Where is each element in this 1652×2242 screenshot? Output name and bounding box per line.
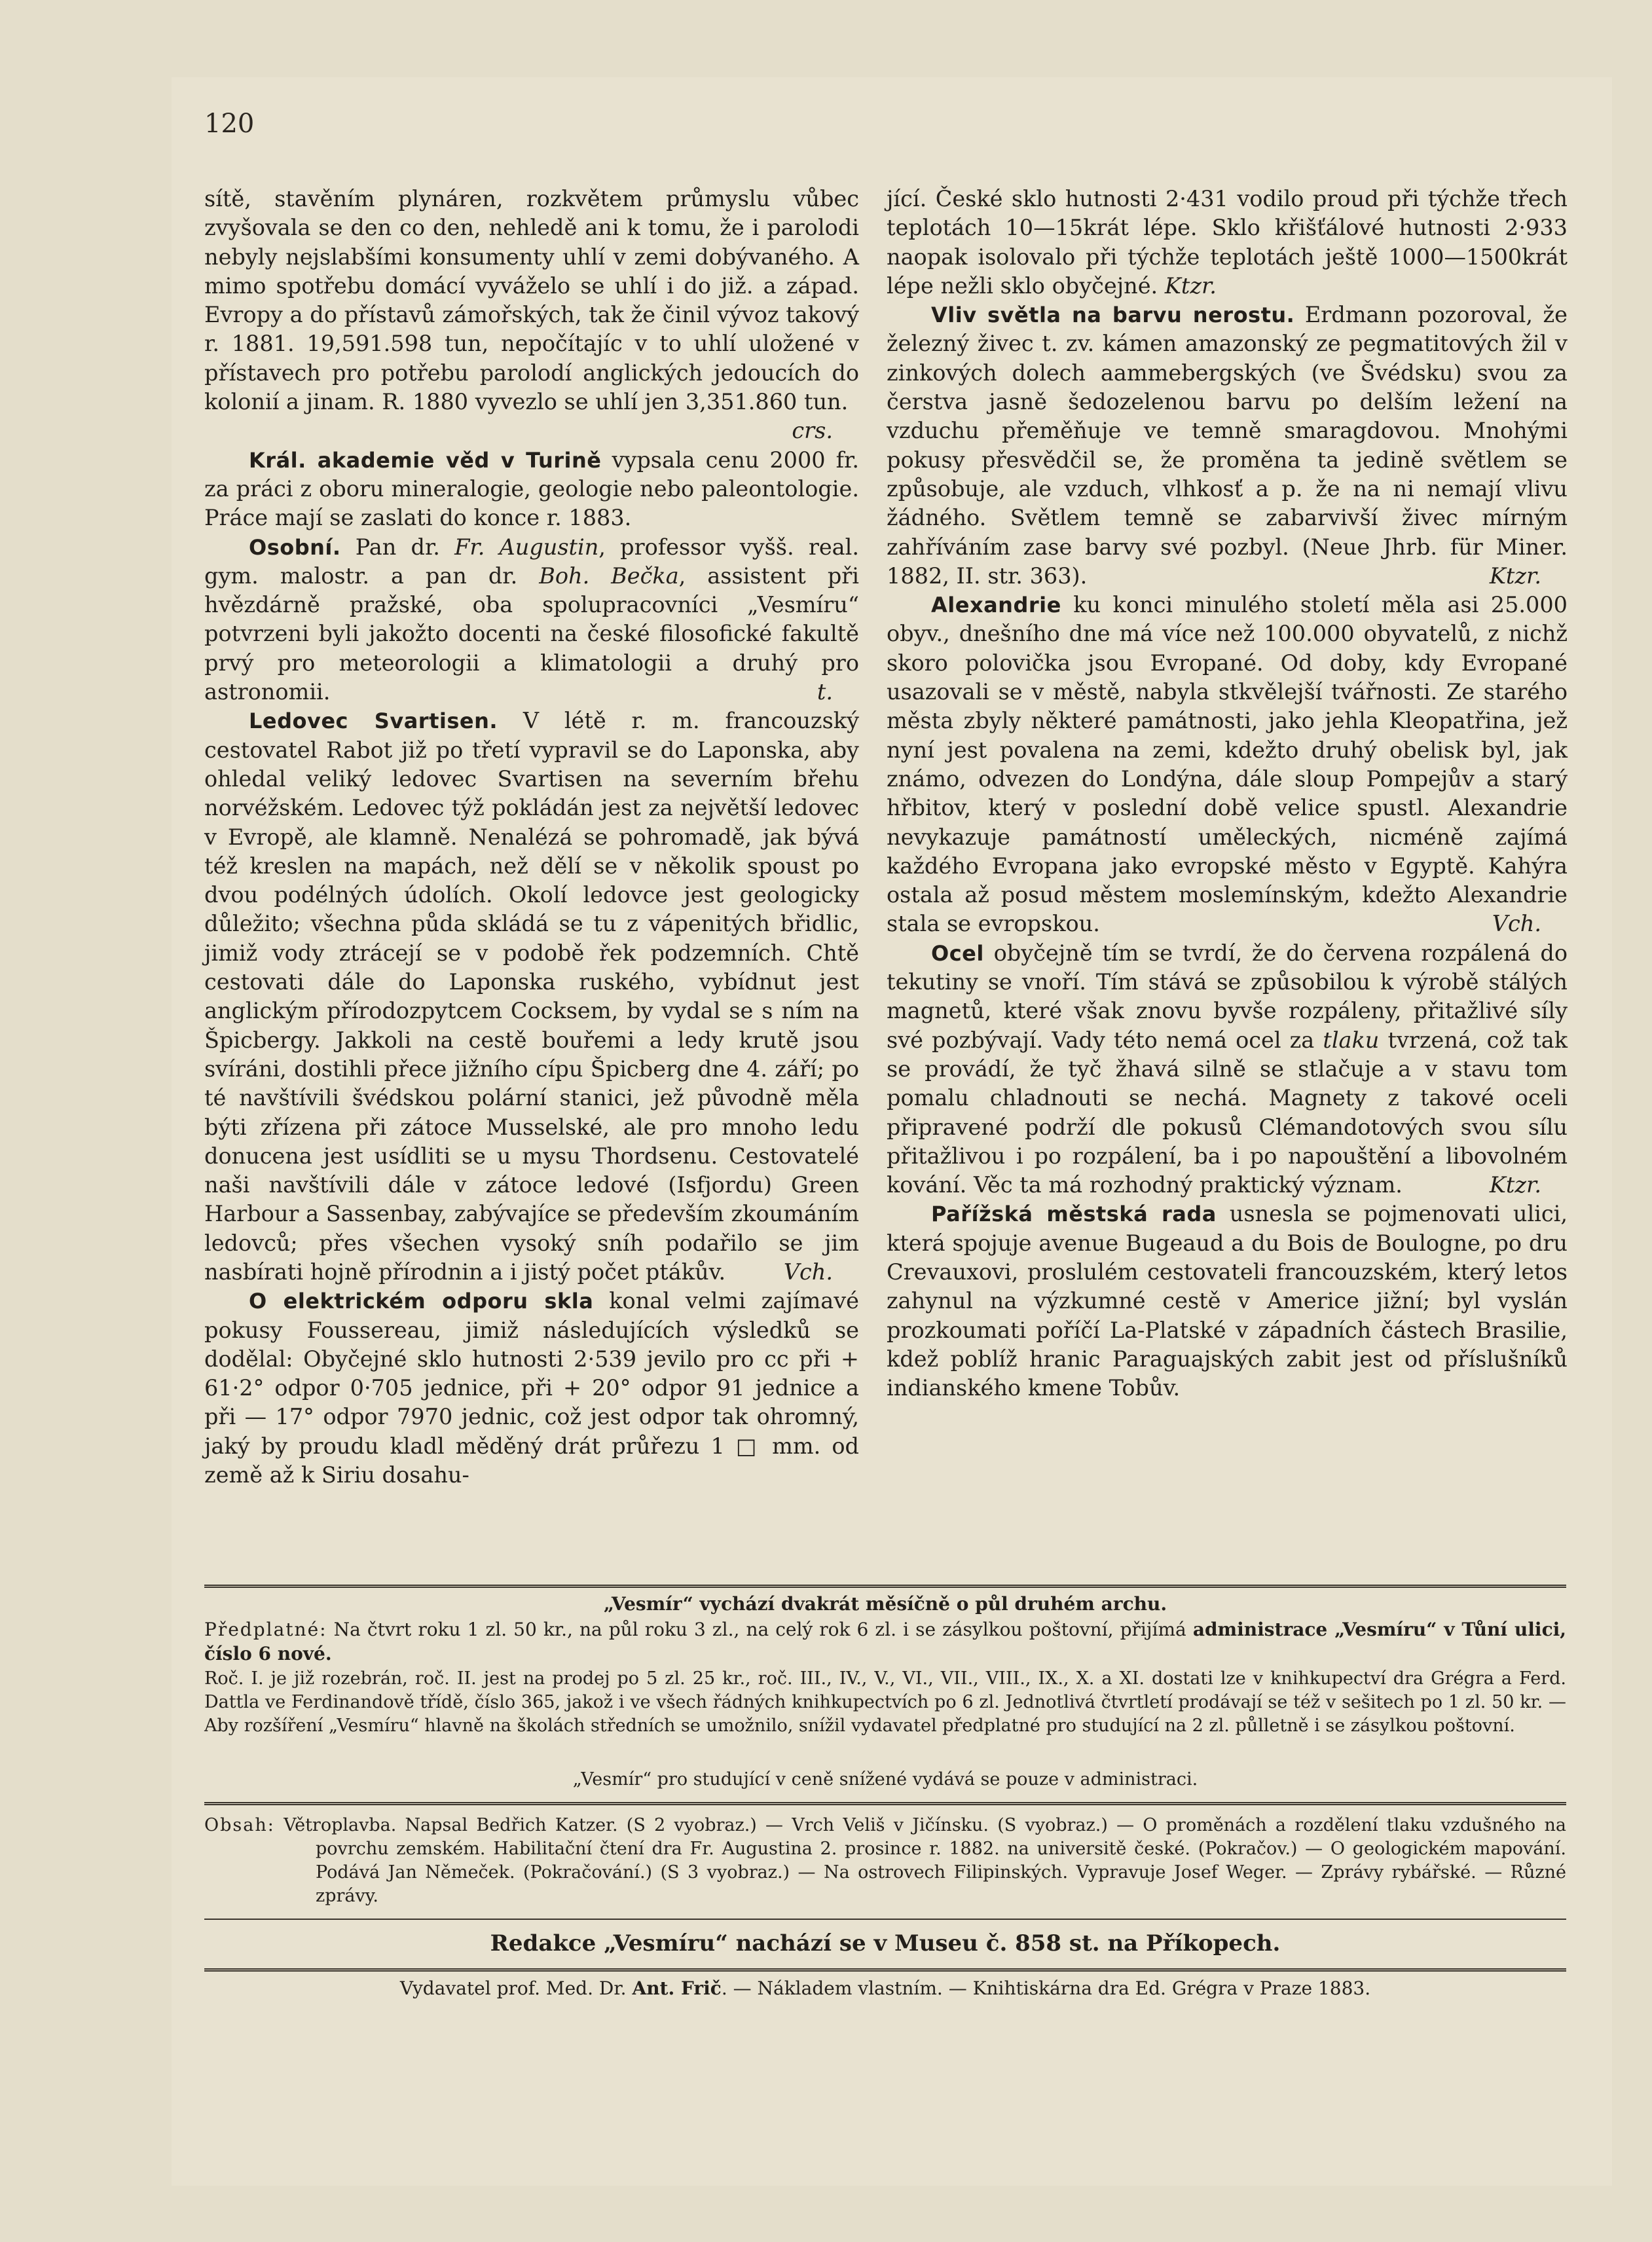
left-column bbox=[204, 185, 859, 1490]
footer-subscription: Předplatné: Na čtvrt roku 1 zl. 50 kr., na půl roku 3 zl., na celý rok 6 zl. i se zásylkou poštovní, přijímá administrace „Vesmíru“ v Tůní ulici, číslo 6 nové. bbox=[204, 1619, 1567, 1664]
signature: crs. bbox=[792, 418, 833, 444]
divider bbox=[204, 1585, 1566, 1588]
paragraph: jící. České sklo hutnosti 2·431 vodilo proud při týchže třech teplotách 10—15krát lépe. Sklo křišťálové hutnosti 2·933 naopak isolovalo při týchže teplotách ještě 1000—1500krát lépe nežli sklo obyčejné. Ktzr. bbox=[887, 186, 1568, 299]
editorial-address: Redakce „Vesmíru“ nachází se v Museu č. 858 st. na Příkopech. bbox=[490, 1930, 1281, 1957]
article-heading: Ledovec Svartisen. bbox=[249, 708, 498, 734]
paragraph: Ledovec Svartisen. V létě r. m. francouzský cestovatel Rabot již po třetí vypravil se do Laponska, aby ohledal veliký ledovec Svartisen na severním břehu norvéžském. Ledovec týž pokládán jest za největší ledovec v Evropě, ale klamně. Nenalézá se pohromadě, jak bývá též kreslen na mapách, než dělí se v několik spoust po dvou podélných údolích. Okolí ledovce jest geologicky důležito; všechna půda skládá se tu z vápenitých břidlic, jimiž vody ztrácejí se v podobě řek podzemních. Chtě cestovati dále do Laponska ruského, vybídnut jest anglickým přírodozpytcem Cocksem, by vydal se s ním na Špicbergy. Jakkoli na cestě bouřemi a ledy krutě jsou svíráni, dostihli přece jižního cípu Špicberg dne 4. září; po té navštívili švédskou polární stanici, jež původně měla býti zřízena při zátoce Musselské, ale pro mnoho ledu donucena jest usídliti se u mysu Thordsenu. Cestovatelé naši navštívili dále v zátoce ledové (Isfjordu) Green Harbour a Sassenbay, zabývajíce se především zkoumáním ledovců; přes všechen vysoký sníh podařilo se jim nasbírati hojně přírodnin a i jistý počet ptákův. Vch. bbox=[204, 707, 859, 1287]
paragraph: Pařížská městská rada usnesla se pojmenovati ulici, která spojuje avenue Bugeaud a du Bois de Boulogne, po dru Crevauxovi, proslulém cestovateli francouzském, který letos zahynul na výzkumné cestě v Americe jižní; byl vyslán prozkoumati poříčí La-Platské v západních částech Brasilie, kdež poblíž hranic Paraguajských zabit jest od příslušníků indianského kmene Tobův. bbox=[887, 1201, 1568, 1401]
paragraph: Alexandrie ku konci minulého století měla asi 25.000 obyv., dnešního dne má více než 100.000 obyvatelů, z nichž skoro polovička jsou Evropané. Od doby, kdy Evropané usazovali se v městě, nabyla stkvělejší tvářnosti. Ze starého města zbyly některé památnosti, jako jehla Kleopatřina, jež nyní jest povalena na zemi, kdežto druhý obelisk byl, jak známo, odvezen do Londýna, dále sloup Pompejův a starý hřbitov, který v poslední době velice spustl. Alexandrie nevykazuje památností uměleckých, nicméně zajímá každého Evropana jako evropské město v Egyptě. Kahýra ostala až posud městem moslemínským, kdežto Alexandrie stala se evropskou. Vch. bbox=[887, 591, 1568, 939]
article-heading: O elektrickém odporu skla bbox=[249, 1289, 594, 1314]
paragraph: Ocel obyčejně tím se tvrdí, že do červena rozpálená do tekutiny se vnoří. Tím stává se způsobilou k výrobě stálých magnetů, které však znovu byvše rozpáleny, přitažlivé síly své pozbývají. Vady této nemá ocel za tlaku tvrzená, což tak se provádí, že tyč žhavá silně se stlačuje a v stavu tom pomalu chladnouti se nechá. Magnety z takové oceli připravené podrží dle pokusů Clémandotových svou sílu přitažlivou i po rozpálení, ba i po napouštění a libovolném kování. Věc ta má rozhodný praktický význam. Ktzr. bbox=[887, 939, 1568, 1200]
paragraph: Král. akademie věd v Turině vypsala cenu 2000 fr. za práci z oboru mineralogie, geologie nebo paleontologie. Práce mají se zaslati do konce r. 1883. bbox=[204, 447, 859, 531]
signature: t. bbox=[817, 679, 833, 705]
article-heading: Král. akademie věd v Turině bbox=[249, 447, 602, 473]
right-column bbox=[887, 185, 1568, 1403]
publisher-line: Vydavatel prof. Med. Dr. Ant. Frič. — Nákladem vlastním. — Knihtiskárna dra Ed. Grégra v Praze 1883. bbox=[399, 1977, 1371, 1999]
signature: Ktzr. bbox=[1164, 272, 1217, 299]
paragraph: Osobní. Pan dr. Fr. Augustin, professor vyšš. real. gym. malostr. a pan dr. Boh. Bečka, assistent při hvězdárně pražské, oba spolupracovníci „Vesmíru“ potvrzeni byli jakožto docenti na české filosofické fakultě prvý pro meteorologii a klimatologii a druhý pro astronomii. t. bbox=[204, 533, 859, 707]
footer-students: „Vesmír“ pro studující v ceně snížené vydává se pouze v administraci. bbox=[572, 1769, 1198, 1790]
footer-issue-note: „Vesmír“ vychází dvakrát měsíčně o půl druhém archu. bbox=[603, 1593, 1167, 1615]
divider bbox=[204, 1968, 1566, 1972]
article-heading: Pařížská městská rada bbox=[931, 1202, 1217, 1227]
divider bbox=[204, 1802, 1566, 1805]
table-of-contents: Obsah: Větroplavba. Napsal Bedřich Katzer. (S 2 vyobraz.) — Vrch Veliš v Jičínsku. (S vyobraz.) — O proměnách a rozdělení tlaku vzdušného na povrchu zemském. Habilitační čtení dra Fr. Augustina 2. prosince r. 1882. na universitě české. (Pokračov.) — O geologickém mapování. Podává Jan Němeček. (Pokračování.) (S 3 vyobraz.) — Na ostrovech Filipinských. Vypravuje Josef Weger. — Zprávy rybářské. — Různé zprávy. bbox=[204, 1815, 1566, 1906]
signature: Vch. bbox=[783, 1259, 833, 1285]
article-heading: Osobní. bbox=[249, 534, 341, 560]
paragraph: sítě, stavěním plynáren, rozkvětem průmyslu vůbec zvyšovala se den co den, nehledě ani k tomu, že i parolodi nebyly nejslabšími konsumenty uhlí v zemi dobývaného. A mimo spotřebu domácí vyváželo se uhlí i do již. a západ. Evropy a do přístavů zámořských, tak že činil vývoz takový r. 1881. 19,591.598 tun, nepočítajíc v to uhlí uložené v přístavech pro potřebu parolodí anglických jedoucích do kolonií a jinam. R. 1880 vyvezlo se uhlí jen 3,351.860 tun. bbox=[204, 186, 859, 415]
article-heading: Alexandrie bbox=[931, 593, 1061, 618]
page-number: 120 bbox=[204, 109, 255, 139]
article-heading: Vliv světla na barvu nerostu. bbox=[931, 303, 1295, 328]
footer-volumes: Roč. I. je již rozebrán, roč. II. jest na prodej po 5 zl. 25 kr., roč. III., IV., V., VI., VII., VIII., IX., X. a XI. dostati lze v knihkupectví dra Grégra a Ferd. Dattla ve Ferdinandově třídě, číslo 365, jakož i ve všech řádných knihkupectvích po 6 zl. Jednotlivá čtvrtletí prodávají se též v sešitech po 1 zl. 50 kr. — Aby rozšíření „Vesmíru“ hlavně na školách středních se umožnilo, snížil vydavatel předplatné pro studující na 2 zl. půlletně i se zásylkou poštovní. bbox=[204, 1668, 1566, 1736]
paragraph: Vliv světla na barvu nerostu. Erdmann pozoroval, že železný živec t. zv. kámen amazonský ze pegmatitových žil v zinkových dolech aammebergských (ve Švédsku) svou za čerstva jasně šedozelenou barvu po delším ležení na vzduchu přeměňuje ve temně smaragdovou. Mnohými pokusy přesvědčil se, že proměna ta jedině světlem se způsobuje, ale vzduch, vlhkosť a p. že na ni nemají vlivu žádného. Světlem temně se zabarvivší živec mírným zahříváním zase barvy své pozbyl. (Neue Jhrb. für Miner. 1882, II. str. 363). Ktzr. bbox=[887, 301, 1568, 591]
signature: Ktzr. bbox=[1489, 1172, 1541, 1198]
signature: Ktzr. bbox=[1489, 562, 1541, 589]
signature: Vch. bbox=[1492, 911, 1541, 937]
divider bbox=[204, 1919, 1566, 1920]
article-heading: Ocel bbox=[931, 940, 984, 966]
paragraph: O elektrickém odporu skla konal velmi zajímavé pokusy Foussereau, jimiž následujících výsledků se dodělal: Obyčejné sklo hutnosti 2·539 jevilo pro cc při + 61·2° odpor 0·705 jednice, při + 20° odpor 91 jednice a při — 17° odpor 7970 jednic, což jest odpor tak ohromný, jaký by proudu kladl měděný drát průřezu 1 □ mm. od země až k Siriu dosahu- bbox=[204, 1288, 859, 1488]
